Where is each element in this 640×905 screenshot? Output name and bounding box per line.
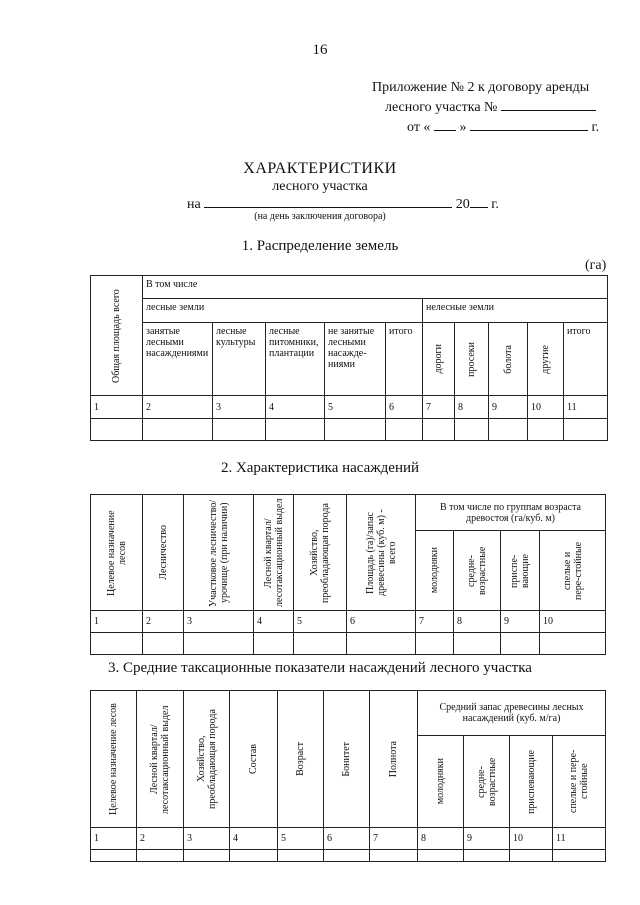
data-cell[interactable] — [325, 419, 386, 441]
col-number: 7 — [423, 396, 455, 419]
col-occupied: занятые лесными насаждениями — [143, 323, 213, 396]
col-other — [528, 323, 564, 396]
col-purpose-label: Целевое назначение лесов — [108, 703, 119, 815]
col-number: 3 — [213, 396, 266, 419]
col-area — [347, 495, 416, 611]
data-cell[interactable] — [184, 633, 254, 655]
col-maturing-label: приспе-вающие — [509, 553, 531, 588]
col-number: 8 — [455, 396, 489, 419]
data-cell[interactable] — [143, 633, 184, 655]
section3-title: 3. Средние таксационные показатели насаждений лесного участка — [108, 660, 532, 676]
col-number: 5 — [325, 396, 386, 419]
col-number: 5 — [278, 828, 324, 850]
stands-table — [90, 494, 606, 655]
section1-title: 1. Распределение земель — [241, 238, 399, 254]
col-number: 6 — [324, 828, 370, 850]
col-number: 9 — [501, 611, 540, 633]
col-number: 8 — [418, 828, 464, 850]
taxation-table — [90, 690, 606, 862]
col-area-label: Площадь (га)/запас древесины (куб. м) - всего — [364, 509, 398, 596]
col-number: 10 — [528, 396, 564, 419]
appendix-contract-no-label: лесного участка № — [385, 100, 498, 115]
col-quarter-label: Лесной квартал/ лесотаксационный выдел — [262, 498, 285, 607]
col-number: 9 — [489, 396, 528, 419]
col-number: 1 — [91, 828, 137, 850]
col-middle — [464, 736, 510, 828]
contract-number-blank[interactable] — [501, 97, 596, 111]
data-cell[interactable] — [464, 850, 510, 862]
col-bonitet-label: Бонитет — [341, 741, 352, 777]
col-middle — [454, 531, 501, 611]
col-other-label: другие — [540, 344, 551, 374]
col-district — [184, 495, 254, 611]
col-number: 2 — [143, 611, 184, 633]
col-maturing-label: приспевающие — [525, 749, 537, 814]
col-young — [416, 531, 454, 611]
col-number: 6 — [347, 611, 416, 633]
data-cell[interactable] — [91, 633, 143, 655]
year-suffix: г. — [591, 120, 600, 135]
col-young-label: молодняки — [429, 547, 440, 594]
col-species-label: Хозяйство, преобладающая порода — [195, 709, 218, 809]
col-nonforest-total: итого — [564, 323, 608, 396]
col-mature-label: спелые и пере-стойные — [568, 749, 591, 814]
col-cultures: лесные культуры — [213, 323, 266, 396]
date-open-quote: от « — [407, 120, 431, 135]
col-number: 4 — [254, 611, 294, 633]
col-nurseries: лесные питомники, плантации — [266, 323, 325, 396]
date-line-prefix: на — [187, 197, 201, 212]
col-number: 6 — [386, 396, 423, 419]
data-cell[interactable] — [254, 633, 294, 655]
land-distribution-table — [90, 275, 608, 441]
col-purpose — [91, 495, 143, 611]
col-quarter-label: Лесной квартал/ лесотаксационный выдел — [149, 704, 171, 814]
col-middle-label: средне-возрастные — [475, 757, 498, 806]
date-blank[interactable] — [204, 194, 452, 208]
col-composition — [230, 691, 278, 828]
data-cell[interactable] — [91, 419, 143, 441]
col-composition-label: Состав — [248, 743, 259, 774]
col-mature — [553, 736, 606, 828]
col-species — [294, 495, 347, 611]
col-number: 4 — [230, 828, 278, 850]
data-cell[interactable] — [553, 850, 606, 862]
data-cell[interactable] — [143, 419, 213, 441]
data-cell[interactable] — [454, 633, 501, 655]
data-cell[interactable] — [455, 419, 489, 441]
section1-unit: (га) — [585, 258, 607, 273]
data-cell[interactable] — [91, 850, 137, 862]
col-roads-label: дороги — [433, 344, 444, 374]
date-note: (на день заключения договора) — [254, 211, 386, 222]
col-maturing — [510, 736, 553, 828]
col-forest-total: итого — [386, 323, 423, 396]
col-bonitet — [324, 691, 370, 828]
col-number: 1 — [91, 396, 143, 419]
page-number: 16 — [312, 42, 328, 58]
col-density-label: Полнота — [388, 740, 399, 778]
date-line-suffix: г. — [491, 197, 499, 212]
nonforest-lands-header: нелесные земли — [423, 299, 608, 323]
doc-subtitle: лесного участка — [272, 179, 368, 194]
col-swamps-label: болота — [502, 344, 514, 374]
col-number: 5 — [294, 611, 347, 633]
data-cell[interactable] — [370, 850, 418, 862]
data-cell[interactable] — [230, 850, 278, 862]
data-cell[interactable] — [137, 850, 184, 862]
col-number: 7 — [370, 828, 418, 850]
col-species-label: Хозяйство, преобладающая порода — [309, 502, 331, 603]
data-cell[interactable] — [213, 419, 266, 441]
incl-header: В том числе — [143, 276, 608, 299]
col-swamps — [489, 323, 528, 396]
data-cell[interactable] — [266, 419, 325, 441]
col-total-area — [91, 276, 143, 396]
col-district-label: Участковое лесничество/ урочище (при наличии) — [207, 498, 230, 607]
col-number: 11 — [564, 396, 608, 419]
forest-lands-header: лесные земли — [143, 299, 423, 323]
col-young-label: молодняки — [435, 758, 446, 805]
data-cell[interactable] — [501, 633, 540, 655]
col-number: 3 — [184, 828, 230, 850]
age-groups-header: В том числе по группам возраста древостоя (га/куб. м) — [416, 495, 606, 531]
col-total-area-label: Общая площадь всего — [111, 288, 122, 383]
data-cell[interactable] — [540, 633, 606, 655]
appendix-block — [372, 78, 599, 137]
col-number: 2 — [143, 396, 213, 419]
col-number: 3 — [184, 611, 254, 633]
col-maturing — [501, 531, 540, 611]
month-blank[interactable] — [470, 117, 588, 131]
col-number: 10 — [540, 611, 606, 633]
col-number: 4 — [266, 396, 325, 419]
col-clearings — [455, 323, 489, 396]
col-young — [418, 736, 464, 828]
col-number: 8 — [454, 611, 501, 633]
data-cell[interactable] — [386, 419, 423, 441]
col-mature — [540, 531, 606, 611]
col-middle-label: средне-возрастные — [466, 546, 488, 595]
col-purpose — [91, 691, 137, 828]
data-cell[interactable] — [324, 850, 370, 862]
col-number: 9 — [464, 828, 510, 850]
day-blank[interactable] — [434, 117, 456, 131]
year-blank[interactable] — [470, 194, 488, 208]
col-number: 10 — [510, 828, 553, 850]
col-forestry — [143, 495, 184, 611]
col-clearings-label: просеки — [466, 341, 477, 377]
avg-stock-header: Средний запас древесины лесных насаждений (куб. м/га) — [418, 691, 606, 736]
col-age-label: Возраст — [295, 742, 306, 776]
col-quarter — [254, 495, 294, 611]
data-cell[interactable] — [564, 419, 608, 441]
date-line-year: 20 — [455, 197, 470, 212]
col-unoccupied: не занятые лесными насажде-ниями — [325, 323, 386, 396]
col-number: 11 — [553, 828, 606, 850]
data-cell[interactable] — [528, 419, 564, 441]
data-cell[interactable] — [510, 850, 553, 862]
data-cell[interactable] — [278, 850, 324, 862]
data-cell[interactable] — [418, 850, 464, 862]
col-roads — [423, 323, 455, 396]
data-cell[interactable] — [294, 633, 347, 655]
data-cell[interactable] — [423, 419, 455, 441]
data-cell[interactable] — [184, 850, 230, 862]
appendix-line1: Приложение № 2 к договору аренды — [372, 80, 590, 95]
col-number: 2 — [137, 828, 184, 850]
col-age — [278, 691, 324, 828]
data-cell[interactable] — [416, 633, 454, 655]
col-density — [370, 691, 418, 828]
col-number: 1 — [91, 611, 143, 633]
col-purpose-label: Целевое назначение лесов — [105, 509, 128, 596]
data-cell[interactable] — [347, 633, 416, 655]
col-mature-label: спелые и пере-стойные — [561, 541, 584, 600]
col-forestry-label: Лесничество — [157, 525, 169, 580]
col-quarter — [137, 691, 184, 828]
doc-title: ХАРАКТЕРИСТИКИ — [243, 160, 397, 177]
date-close-quote: » — [459, 120, 467, 135]
section2-title: 2. Характеристика насаждений — [220, 460, 420, 476]
col-number: 7 — [416, 611, 454, 633]
data-cell[interactable] — [489, 419, 528, 441]
col-species — [184, 691, 230, 828]
